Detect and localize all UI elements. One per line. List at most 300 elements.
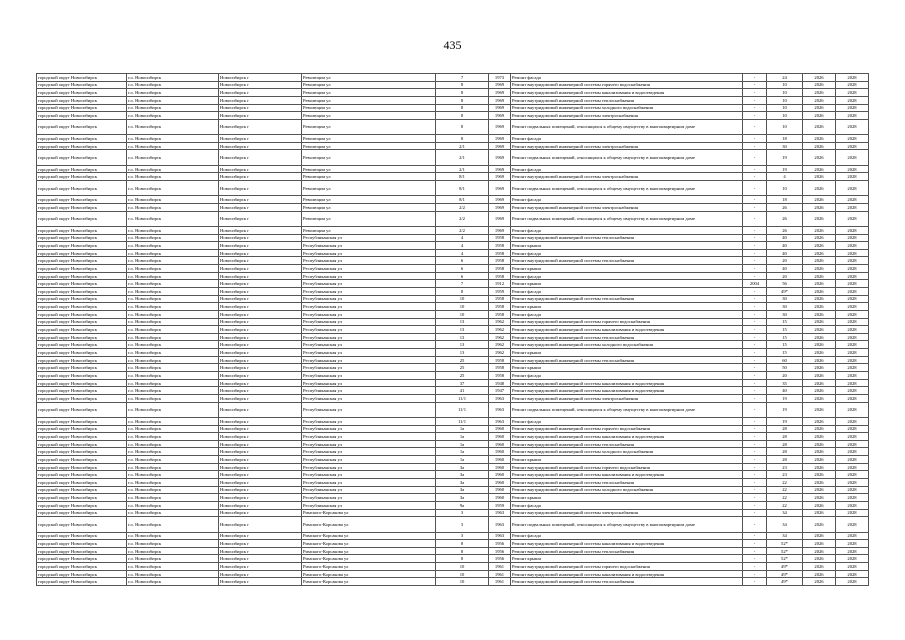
year-from-cell: 2026 (803, 494, 836, 502)
year-from-cell: 2026 (803, 196, 836, 204)
street-cell: Республиканская ул (302, 333, 436, 341)
locality-cell: Новосибирск г (219, 112, 302, 120)
work-type-cell: Ремонт внутридомовой инженерной системы канализования и водоотведения (511, 326, 743, 334)
house-cell: 10 (436, 310, 489, 318)
district-cell: г.о. Новосибирск (127, 181, 219, 196)
wear-cell: 23 (767, 471, 803, 479)
table-row (37, 303, 869, 311)
last-repair-cell: - (743, 425, 767, 433)
street-cell: Республиканская ул (302, 242, 436, 250)
work-type-cell: Ремонт внутридомовой инженерной системы канализования и водоотведения (511, 387, 743, 395)
house-cell: 3а (436, 463, 489, 471)
street-cell: Республиканская ул (302, 471, 436, 479)
last-repair-cell: - (743, 501, 767, 509)
house-cell: 3а (436, 486, 489, 494)
district-cell: г.о. Новосибирск (127, 242, 219, 250)
house-cell: 8 (436, 81, 489, 89)
locality-cell: Новосибирск г (219, 433, 302, 441)
work-type-cell: Ремонт фасада (511, 272, 743, 280)
year-to-cell: 2028 (836, 433, 869, 441)
work-type-cell: Ремонт фасада (511, 372, 743, 380)
locality-cell: Новосибирск г (219, 196, 302, 204)
work-type-cell: Ремонт внутридомовой инженерной системы канализования и водоотведения (511, 433, 743, 441)
locality-cell: Новосибирск г (219, 234, 302, 242)
house-cell: 25 (436, 372, 489, 380)
house-cell: 6 (436, 272, 489, 280)
municipality-cell: городской округ Новосибирск (37, 104, 127, 112)
year-cell: 1969 (489, 211, 511, 226)
municipality-cell: городской округ Новосибирск (37, 96, 127, 104)
year-from-cell: 2026 (803, 440, 836, 448)
year-cell: 1969 (489, 89, 511, 97)
district-cell: г.о. Новосибирск (127, 326, 219, 334)
work-type-cell: Ремонт фасада (511, 417, 743, 425)
wear-cell: 50 (767, 364, 803, 372)
year-to-cell: 2028 (836, 318, 869, 326)
year-cell: 1969 (489, 119, 511, 134)
table-row (37, 532, 869, 540)
house-cell: 13 (436, 326, 489, 334)
street-cell: Римского-Корсакова ул (302, 532, 436, 540)
wear-cell: 28 (767, 425, 803, 433)
work-type-cell: Ремонт внутридомовой инженерной системы электроснабжения (511, 112, 743, 120)
house-cell: 8 (436, 135, 489, 143)
last-repair-cell: - (743, 517, 767, 532)
year-to-cell: 2028 (836, 578, 869, 586)
locality-cell: Новосибирск г (219, 249, 302, 257)
work-type-cell: Ремонт подвальных помещений, относящихся к общему имуществу в многоквартирном доме (511, 119, 743, 134)
year-cell: 1960 (489, 448, 511, 456)
last-repair-cell: - (743, 288, 767, 296)
locality-cell: Новосибирск г (219, 555, 302, 563)
municipality-cell: городской округ Новосибирск (37, 265, 127, 273)
municipality-cell: городской округ Новосибирск (37, 181, 127, 196)
street-cell: Римского-Корсакова ул (302, 509, 436, 517)
house-cell: 8 (436, 89, 489, 97)
street-cell: Республиканская ул (302, 417, 436, 425)
street-cell: Республиканская ул (302, 494, 436, 502)
last-repair-cell: - (743, 402, 767, 417)
table-row (37, 402, 869, 417)
municipality-cell: городской округ Новосибирск (37, 211, 127, 226)
municipality-cell: городской округ Новосибирск (37, 517, 127, 532)
year-from-cell: 2026 (803, 96, 836, 104)
district-cell: г.о. Новосибирск (127, 433, 219, 441)
year-cell: 1969 (489, 226, 511, 234)
year-cell: 1960 (489, 486, 511, 494)
year-cell: 1961 (489, 563, 511, 571)
table-row (37, 364, 869, 372)
table-row (37, 494, 869, 502)
year-from-cell: 2026 (803, 456, 836, 464)
municipality-cell: городской округ Новосибирск (37, 326, 127, 334)
street-cell: Революции ул (302, 104, 436, 112)
locality-cell: Новосибирск г (219, 74, 302, 82)
locality-cell: Новосибирск г (219, 356, 302, 364)
street-cell: Республиканская ул (302, 310, 436, 318)
work-type-cell: Ремонт внутридомовой инженерной системы канализования и водоотведения (511, 471, 743, 479)
locality-cell: Новосибирск г (219, 540, 302, 548)
house-cell: 8/1 (436, 181, 489, 196)
street-cell: Республиканская ул (302, 303, 436, 311)
locality-cell: Новосибирск г (219, 104, 302, 112)
year-from-cell: 2026 (803, 181, 836, 196)
municipality-cell: городской округ Новосибирск (37, 456, 127, 464)
table-row (37, 463, 869, 471)
work-type-cell: Ремонт внутридомовой инженерной системы электроснабжения (511, 173, 743, 181)
table-row (37, 310, 869, 318)
municipality-cell: городской округ Новосибирск (37, 433, 127, 441)
house-cell: 4 (436, 249, 489, 257)
table-row (37, 135, 869, 143)
municipality-cell: городской округ Новосибирск (37, 318, 127, 326)
year-from-cell: 2026 (803, 486, 836, 494)
district-cell: г.о. Новосибирск (127, 288, 219, 296)
table-row (37, 265, 869, 273)
last-repair-cell: - (743, 547, 767, 555)
locality-cell: Новосибирск г (219, 165, 302, 173)
year-cell: 1969 (489, 203, 511, 211)
year-from-cell: 2026 (803, 364, 836, 372)
table-row (37, 547, 869, 555)
house-cell: 6 (436, 257, 489, 265)
work-type-cell: Ремонт внутридомовой инженерной системы канализования и водоотведения (511, 570, 743, 578)
last-repair-cell: - (743, 310, 767, 318)
table-row (37, 280, 869, 288)
year-from-cell: 2026 (803, 142, 836, 150)
wear-cell: 15 (767, 333, 803, 341)
street-cell: Революции ул (302, 81, 436, 89)
street-cell: Республиканская ул (302, 456, 436, 464)
municipality-cell: городской округ Новосибирск (37, 356, 127, 364)
year-to-cell: 2028 (836, 165, 869, 173)
year-cell: 1961 (489, 570, 511, 578)
work-type-cell: Ремонт фасада (511, 310, 743, 318)
table-row (37, 234, 869, 242)
work-type-cell: Ремонт внутридомовой инженерной системы теплоснабжения (511, 578, 743, 586)
work-type-cell: Ремонт внутридомовой инженерной системы электроснабжения (511, 394, 743, 402)
house-cell: 2/2 (436, 226, 489, 234)
house-cell: 8 (436, 96, 489, 104)
house-cell: 8/1 (436, 196, 489, 204)
locality-cell: Новосибирск г (219, 150, 302, 165)
year-cell: 1962 (489, 341, 511, 349)
locality-cell: Новосибирск г (219, 96, 302, 104)
municipality-cell: городской округ Новосибирск (37, 501, 127, 509)
work-type-cell: Ремонт внутридомовой инженерной системы электроснабжения (511, 509, 743, 517)
district-cell: г.о. Новосибирск (127, 89, 219, 97)
district-cell: г.о. Новосибирск (127, 226, 219, 234)
year-to-cell: 2028 (836, 364, 869, 372)
municipality-cell: городской округ Новосибирск (37, 555, 127, 563)
street-cell: Римского-Корсакова ул (302, 540, 436, 548)
table-row (37, 440, 869, 448)
work-type-cell: Ремонт внутридомовой инженерной системы горячего водоснабжения (511, 425, 743, 433)
street-cell: Революции ул (302, 211, 436, 226)
locality-cell: Новосибирск г (219, 295, 302, 303)
municipality-cell: городской округ Новосибирск (37, 226, 127, 234)
municipality-cell: городской округ Новосибирск (37, 463, 127, 471)
table-row (37, 486, 869, 494)
house-cell: 10 (436, 303, 489, 311)
district-cell: г.о. Новосибирск (127, 142, 219, 150)
year-from-cell: 2026 (803, 280, 836, 288)
district-cell: г.о. Новосибирск (127, 463, 219, 471)
last-repair-cell: - (743, 104, 767, 112)
year-to-cell: 2028 (836, 356, 869, 364)
house-cell: 11/1 (436, 402, 489, 417)
street-cell: Республиканская ул (302, 295, 436, 303)
table-row (37, 425, 869, 433)
table-row (37, 272, 869, 280)
house-cell: 3а (436, 494, 489, 502)
district-cell: г.о. Новосибирск (127, 509, 219, 517)
year-to-cell: 2028 (836, 181, 869, 196)
work-type-cell: Ремонт фасада (511, 532, 743, 540)
work-type-cell: Ремонт внутридомовой инженерной системы теплоснабжения (511, 257, 743, 265)
district-cell: г.о. Новосибирск (127, 555, 219, 563)
year-cell: 1969 (489, 112, 511, 120)
work-type-cell: Ремонт крыши (511, 280, 743, 288)
municipality-cell: городской округ Новосибирск (37, 249, 127, 257)
year-from-cell: 2026 (803, 211, 836, 226)
work-type-cell: Ремонт внутридомовой инженерной системы канализования и водоотведения (511, 89, 743, 97)
municipality-cell: городской округ Новосибирск (37, 379, 127, 387)
table-row (37, 112, 869, 120)
locality-cell: Новосибирск г (219, 479, 302, 487)
locality-cell: Новосибирск г (219, 211, 302, 226)
year-cell: 1963 (489, 402, 511, 417)
year-from-cell: 2026 (803, 74, 836, 82)
capital-repair-table (36, 73, 869, 586)
municipality-cell: городской округ Новосибирск (37, 532, 127, 540)
wear-cell: 20 (767, 272, 803, 280)
table-row (37, 433, 869, 441)
district-cell: г.о. Новосибирск (127, 532, 219, 540)
last-repair-cell: - (743, 456, 767, 464)
year-cell: 1958 (489, 242, 511, 250)
municipality-cell: городской округ Новосибирск (37, 242, 127, 250)
municipality-cell: городской округ Новосибирск (37, 89, 127, 97)
last-repair-cell: - (743, 486, 767, 494)
street-cell: Революции ул (302, 119, 436, 134)
last-repair-cell: - (743, 234, 767, 242)
last-repair-cell: - (743, 509, 767, 517)
year-from-cell: 2026 (803, 379, 836, 387)
year-to-cell: 2028 (836, 196, 869, 204)
street-cell: Республиканская ул (302, 356, 436, 364)
year-cell: 1961 (489, 578, 511, 586)
year-to-cell: 2028 (836, 119, 869, 134)
year-to-cell: 2028 (836, 96, 869, 104)
year-from-cell: 2026 (803, 89, 836, 97)
year-cell: 1969 (489, 135, 511, 143)
year-from-cell: 2026 (803, 318, 836, 326)
work-type-cell: Ремонт внутридомовой инженерной системы теплоснабжения (511, 234, 743, 242)
table-row (37, 295, 869, 303)
wear-cell: 10 (767, 119, 803, 134)
locality-cell: Новосибирск г (219, 135, 302, 143)
year-to-cell: 2028 (836, 547, 869, 555)
district-cell: г.о. Новосибирск (127, 280, 219, 288)
street-cell: Революции ул (302, 165, 436, 173)
street-cell: Республиканская ул (302, 448, 436, 456)
last-repair-cell: - (743, 74, 767, 82)
wear-cell: 22 (767, 501, 803, 509)
year-cell: 1963 (489, 417, 511, 425)
year-from-cell: 2026 (803, 372, 836, 380)
year-to-cell: 2028 (836, 349, 869, 357)
district-cell: г.о. Новосибирск (127, 104, 219, 112)
work-type-cell: Ремонт крыши (511, 349, 743, 357)
street-cell: Республиканская ул (302, 402, 436, 417)
year-cell: 1956 (489, 540, 511, 548)
wear-cell: 40 (767, 249, 803, 257)
year-to-cell: 2028 (836, 479, 869, 487)
year-cell: 1969 (489, 173, 511, 181)
street-cell: Республиканская ул (302, 479, 436, 487)
house-cell: 1а (436, 433, 489, 441)
year-from-cell: 2026 (803, 341, 836, 349)
year-to-cell: 2028 (836, 417, 869, 425)
wear-cell: 60 (767, 356, 803, 364)
work-type-cell: Ремонт крыши (511, 265, 743, 273)
year-to-cell: 2028 (836, 104, 869, 112)
table-row (37, 517, 869, 532)
work-type-cell: Ремонт фасада (511, 135, 743, 143)
table-row (37, 142, 869, 150)
table-row (37, 119, 869, 134)
wear-cell: 34 (767, 532, 803, 540)
year-from-cell: 2026 (803, 479, 836, 487)
wear-cell: 40 (767, 234, 803, 242)
house-cell: 1а (436, 440, 489, 448)
year-to-cell: 2028 (836, 112, 869, 120)
year-from-cell: 2026 (803, 203, 836, 211)
house-cell: 3а (436, 471, 489, 479)
street-cell: Римского-Корсакова ул (302, 570, 436, 578)
house-cell: 10 (436, 563, 489, 571)
locality-cell: Новосибирск г (219, 372, 302, 380)
street-cell: Республиканская ул (302, 272, 436, 280)
house-cell: 8 (436, 112, 489, 120)
last-repair-cell: - (743, 570, 767, 578)
wear-cell: 30 (767, 303, 803, 311)
wear-cell: 49* (767, 288, 803, 296)
year-from-cell: 2026 (803, 333, 836, 341)
work-type-cell: Ремонт внутридомовой инженерной системы холодного водоснабжения (511, 104, 743, 112)
table-row (37, 578, 869, 586)
wear-cell: 26 (767, 203, 803, 211)
house-cell: 8 (436, 540, 489, 548)
locality-cell: Новосибирск г (219, 501, 302, 509)
work-type-cell: Ремонт подвальных помещений, относящихся к общему имуществу в многоквартирном доме (511, 517, 743, 532)
last-repair-cell: - (743, 540, 767, 548)
table-row (37, 89, 869, 97)
year-cell: 1912 (489, 280, 511, 288)
wear-cell: 34 (767, 509, 803, 517)
wear-cell: 10 (767, 112, 803, 120)
table-row (37, 203, 869, 211)
year-cell: 1969 (489, 165, 511, 173)
district-cell: г.о. Новосибирск (127, 349, 219, 357)
house-cell: 2/2 (436, 203, 489, 211)
work-type-cell: Ремонт внутридомовой инженерной системы канализования и водоотведения (511, 379, 743, 387)
last-repair-cell: - (743, 471, 767, 479)
locality-cell: Новосибирск г (219, 280, 302, 288)
year-cell: 1958 (489, 364, 511, 372)
year-from-cell: 2026 (803, 249, 836, 257)
work-type-cell: Ремонт внутридомовой инженерной системы теплоснабжения (511, 295, 743, 303)
work-type-cell: Ремонт подвальных помещений, относящихся к общему имуществу в многоквартирном доме (511, 181, 743, 196)
house-cell: 2/1 (436, 165, 489, 173)
municipality-cell: городской округ Новосибирск (37, 486, 127, 494)
wear-cell: 35 (767, 379, 803, 387)
municipality-cell: городской округ Новосибирск (37, 494, 127, 502)
house-cell: 8 (436, 119, 489, 134)
last-repair-cell: - (743, 181, 767, 196)
wear-cell: 15 (767, 349, 803, 357)
year-cell: 1960 (489, 494, 511, 502)
wear-cell: 56 (767, 280, 803, 288)
locality-cell: Новосибирск г (219, 326, 302, 334)
last-repair-cell: - (743, 433, 767, 441)
work-type-cell: Ремонт подвальных помещений, относящихся к общему имуществу в многоквартирном доме (511, 211, 743, 226)
locality-cell: Новосибирск г (219, 203, 302, 211)
locality-cell: Новосибирск г (219, 394, 302, 402)
wear-cell: 15 (767, 326, 803, 334)
locality-cell: Новосибирск г (219, 242, 302, 250)
district-cell: г.о. Новосибирск (127, 303, 219, 311)
district-cell: г.о. Новосибирск (127, 318, 219, 326)
wear-cell: 40 (767, 242, 803, 250)
year-cell: 1959 (489, 288, 511, 296)
year-from-cell: 2026 (803, 433, 836, 441)
last-repair-cell: - (743, 364, 767, 372)
locality-cell: Новосибирск г (219, 142, 302, 150)
year-to-cell: 2028 (836, 211, 869, 226)
year-from-cell: 2026 (803, 288, 836, 296)
table-row (37, 150, 869, 165)
year-cell: 1947 (489, 387, 511, 395)
year-to-cell: 2028 (836, 394, 869, 402)
street-cell: Революции ул (302, 89, 436, 97)
year-from-cell: 2026 (803, 150, 836, 165)
last-repair-cell: - (743, 333, 767, 341)
locality-cell: Новосибирск г (219, 333, 302, 341)
municipality-cell: городской округ Новосибирск (37, 310, 127, 318)
street-cell: Республиканская ул (302, 234, 436, 242)
work-type-cell: Ремонт внутридомовой инженерной системы теплоснабжения (511, 96, 743, 104)
last-repair-cell: - (743, 272, 767, 280)
page-number: 435 (443, 38, 462, 52)
last-repair-cell: - (743, 326, 767, 334)
year-cell: 1958 (489, 249, 511, 257)
house-cell: 2/1 (436, 142, 489, 150)
work-type-cell: Ремонт фасада (511, 226, 743, 234)
work-type-cell: Ремонт внутридомовой инженерной системы горячего водоснабжения (511, 463, 743, 471)
district-cell: г.о. Новосибирск (127, 448, 219, 456)
municipality-cell: городской округ Новосибирск (37, 341, 127, 349)
year-cell: 1963 (489, 517, 511, 532)
year-from-cell: 2026 (803, 501, 836, 509)
table-row (37, 372, 869, 380)
last-repair-cell: - (743, 89, 767, 97)
year-cell: 1962 (489, 318, 511, 326)
last-repair-cell: - (743, 349, 767, 357)
year-to-cell: 2028 (836, 326, 869, 334)
table-row (37, 448, 869, 456)
